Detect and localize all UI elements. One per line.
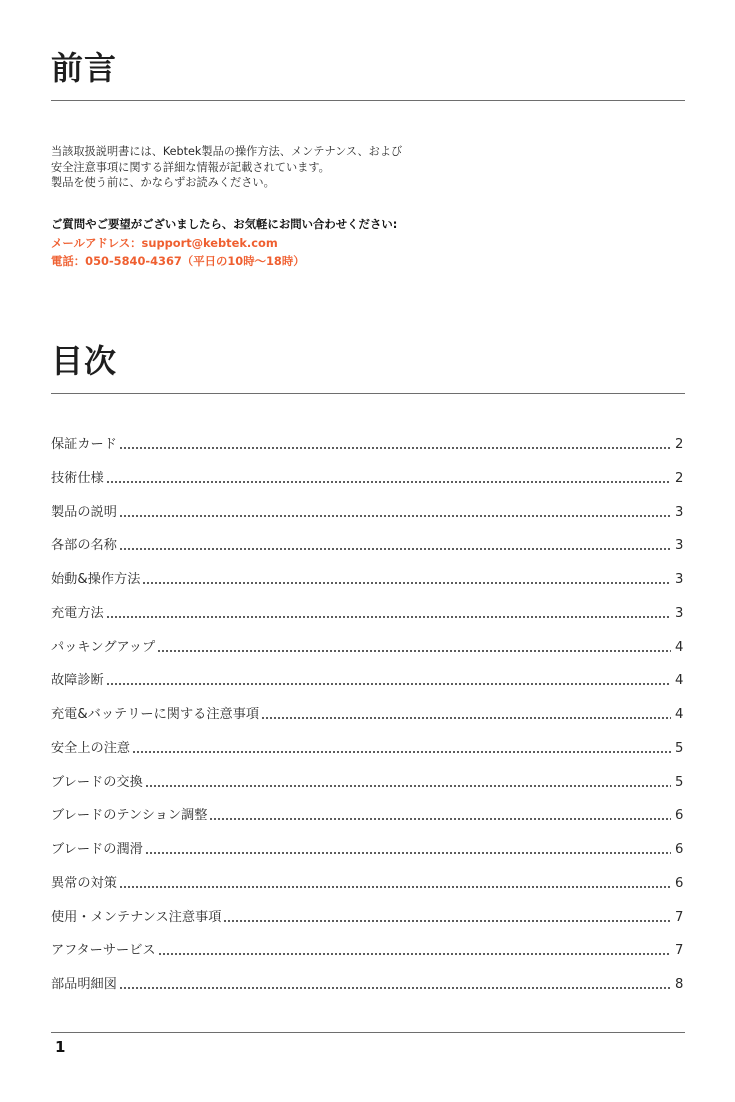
- toc-entry-page: 6: [675, 875, 684, 891]
- toc-entry[interactable]: [51, 488, 685, 522]
- toc-entry-label: ブレードの潤滑: [51, 842, 143, 857]
- toc-entry-label: 各部の名称: [51, 538, 117, 554]
- dot-leader: [119, 886, 671, 888]
- contact-prompt: ご質問やご要望がございましたら、お気軽にお問い合わせください:: [51, 217, 398, 231]
- toc-entry-page: 2: [675, 470, 684, 486]
- toc-entry-page: 3: [675, 504, 684, 520]
- toc-entry-label: パッキングアップ: [51, 639, 156, 655]
- toc-entry-label: 保証カード: [51, 437, 117, 452]
- toc-entry[interactable]: [51, 724, 685, 758]
- toc-entry[interactable]: [51, 436, 685, 454]
- contact-email[interactable]: メールアドレス：support@kebtek.com: [51, 235, 278, 250]
- toc-entry[interactable]: [51, 859, 685, 893]
- toc-title: 目次: [51, 342, 118, 380]
- preface-title: 前言: [51, 49, 118, 87]
- toc-entry-label: 部品明細図: [51, 977, 117, 992]
- toc-entry-page: 4: [675, 639, 684, 655]
- toc-entry[interactable]: [51, 454, 685, 488]
- toc-entry[interactable]: [51, 657, 685, 691]
- toc-entry-label: 始動&操作方法: [51, 572, 141, 587]
- contact-block: [51, 215, 397, 271]
- toc-entry-label: ブレードのテンション調整: [51, 808, 208, 824]
- toc-entry[interactable]: [51, 825, 685, 859]
- toc-entry[interactable]: [51, 960, 685, 994]
- dot-leader: [145, 852, 671, 854]
- toc-entry-page: 6: [675, 842, 684, 857]
- toc-entry[interactable]: [51, 792, 685, 826]
- dot-leader: [119, 447, 671, 449]
- toc-entry-label: 充電&バッテリーに関する注意事項: [51, 707, 260, 722]
- toc-entry-page: 7: [675, 909, 684, 925]
- contact-phone: 電話：050-5840-4367（平日の10時～18時）: [51, 254, 305, 268]
- page-number: 1: [55, 1038, 66, 1056]
- toc-entry-page: 3: [675, 605, 684, 621]
- toc-entry-page: 4: [675, 673, 684, 689]
- dot-leader: [158, 953, 671, 955]
- toc-entry-label: 安全上の注意: [51, 740, 131, 756]
- preface-body: [51, 144, 402, 191]
- dot-leader: [106, 616, 671, 618]
- toc-entry-page: 3: [675, 572, 684, 587]
- toc-entry-label: ブレードの交換: [51, 774, 143, 790]
- toc-entry-page: 7: [675, 943, 684, 959]
- toc-entry-page: 8: [675, 977, 684, 992]
- dot-leader: [106, 481, 671, 483]
- dot-leader: [223, 920, 671, 922]
- toc-entry[interactable]: [51, 690, 685, 724]
- preface-body-line: 安全注意事項に関する詳細な情報が記載されています。: [51, 160, 330, 174]
- preface-body-line: 当該取扱説明書には、Kebtek製品の操作方法、メンテナンス、および: [51, 145, 403, 158]
- dot-leader: [145, 785, 671, 787]
- toc-entry-page: 5: [675, 740, 684, 756]
- dot-leader: [209, 818, 671, 820]
- toc-entry-label: 使用・メンテナンス注意事項: [51, 909, 222, 925]
- dot-leader: [142, 582, 671, 584]
- footer-divider: [51, 1032, 685, 1033]
- preface-body-line: 製品を使う前に、かならずお読みください。: [51, 176, 275, 189]
- toc-entry[interactable]: [51, 522, 685, 556]
- dot-leader: [261, 717, 671, 719]
- toc-entry-label: 異常の対策: [51, 875, 117, 891]
- toc-entry[interactable]: [51, 623, 685, 657]
- dot-leader: [106, 683, 671, 685]
- toc-entry[interactable]: [51, 758, 685, 792]
- toc-entry[interactable]: [51, 589, 685, 623]
- preface-divider: [51, 100, 685, 101]
- dot-leader: [119, 548, 671, 550]
- toc-entry[interactable]: [51, 555, 685, 589]
- dot-leader: [119, 515, 671, 517]
- toc-entry-label: 製品の説明: [51, 504, 117, 520]
- toc-entry[interactable]: [51, 893, 685, 927]
- toc-entry[interactable]: [51, 927, 685, 961]
- toc-divider: [51, 393, 685, 394]
- toc-entry-label: 技術仕様: [51, 470, 104, 486]
- toc-entry-page: 3: [675, 538, 684, 554]
- toc-entry-page: 5: [675, 774, 684, 790]
- dot-leader: [119, 987, 671, 989]
- table-of-contents: [51, 436, 685, 994]
- toc-entry-page: 2: [675, 437, 684, 452]
- toc-entry-label: 故障診断: [51, 673, 104, 689]
- toc-entry-page: 6: [675, 808, 684, 824]
- toc-entry-label: 充電方法: [51, 605, 104, 621]
- toc-entry-page: 4: [675, 707, 684, 722]
- toc-entry-label: アフターサービス: [51, 943, 156, 959]
- dot-leader: [132, 751, 671, 753]
- dot-leader: [157, 650, 671, 652]
